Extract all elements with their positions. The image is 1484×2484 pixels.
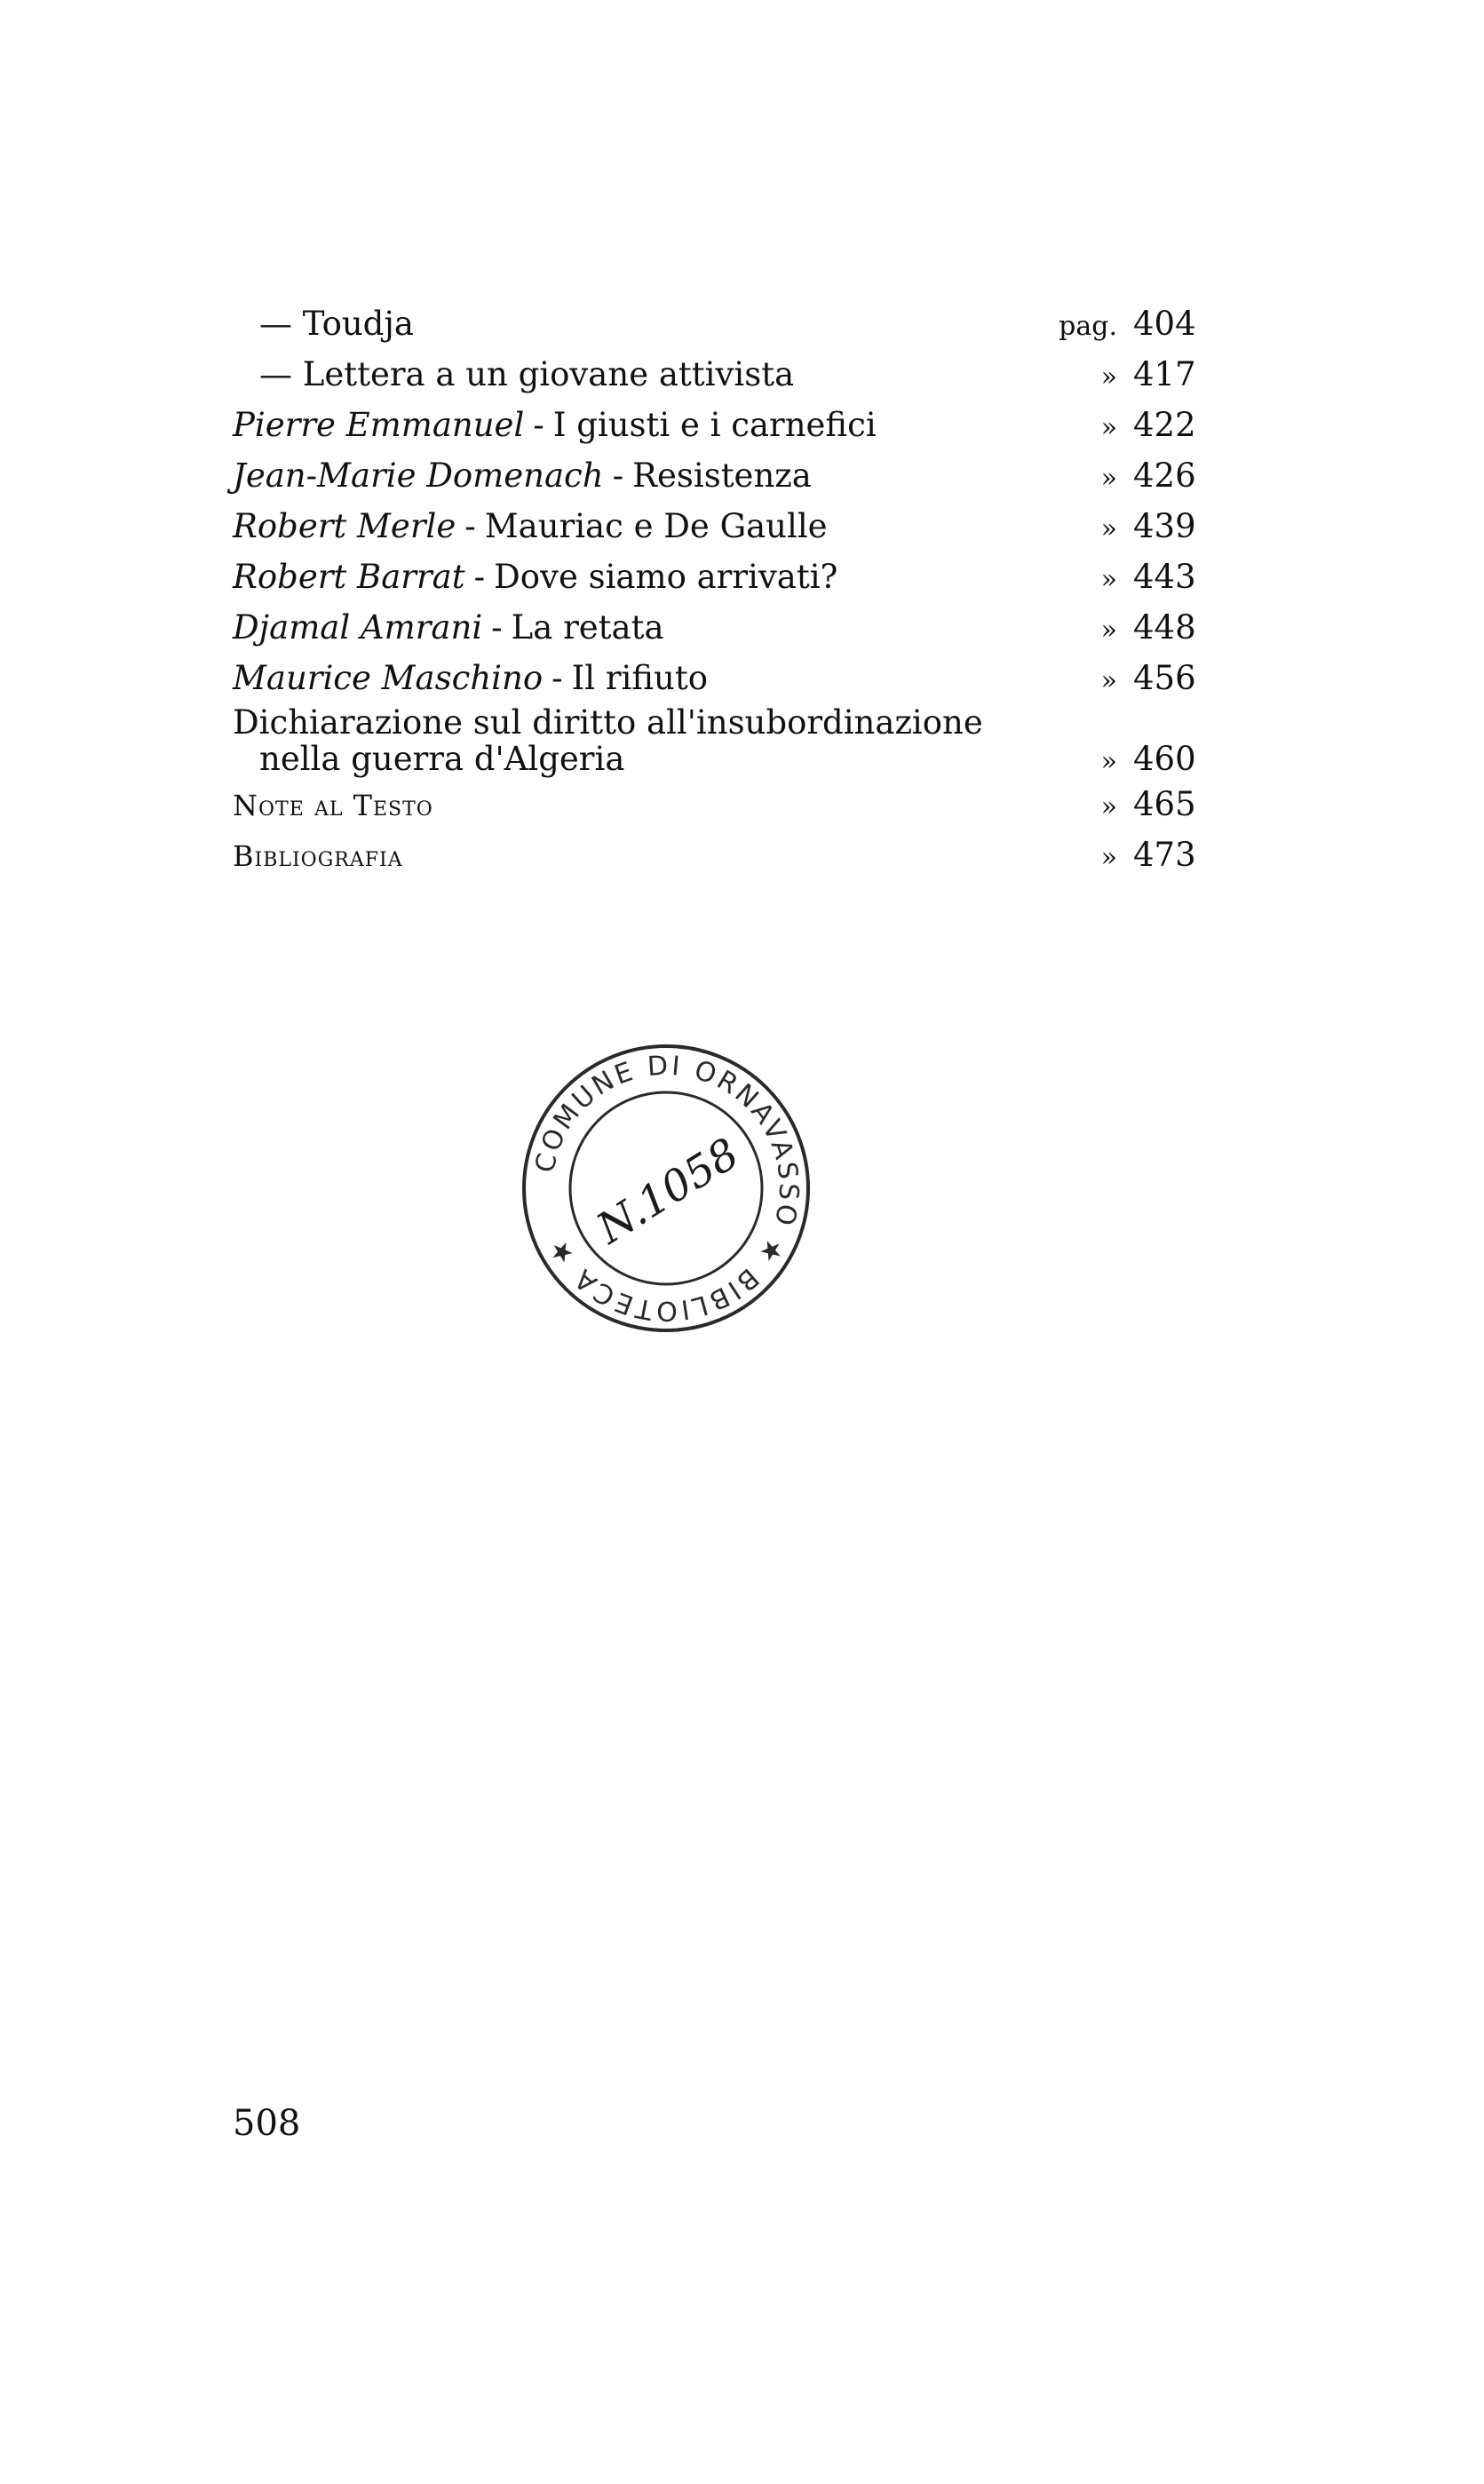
separator: - <box>473 558 486 596</box>
page-marker: » <box>1100 791 1117 822</box>
entry-author: Djamal Amrani <box>233 608 483 647</box>
toc-entry <box>233 655 1196 705</box>
page-ref: 417 <box>1133 355 1196 393</box>
page-ref: 465 <box>1133 785 1196 823</box>
table-of-contents <box>233 300 1196 882</box>
page-ref: 443 <box>1133 558 1196 596</box>
entry-author: Robert Merle <box>233 507 456 545</box>
page-marker: » <box>1100 842 1117 873</box>
page-ref: 456 <box>1133 659 1196 697</box>
page-marker: » <box>1100 746 1117 777</box>
entry-title: I giusti e i carnefici <box>552 406 877 444</box>
page-ref: 473 <box>1133 836 1196 874</box>
separator: - <box>464 507 476 545</box>
entry-prefix: — <box>259 355 303 393</box>
page-marker: » <box>1100 615 1117 646</box>
page-marker: » <box>1100 463 1117 494</box>
separator: - <box>533 406 544 444</box>
entry-title: Il rifiuto <box>571 659 709 697</box>
stamp-number: N.1058 <box>588 1128 748 1254</box>
page-ref: 460 <box>1133 740 1196 778</box>
entry-title: Lettera a un giovane attivista <box>302 355 795 393</box>
notes-label: Note al Testo <box>233 789 433 822</box>
entry-title: Mauriac e De Gaulle <box>484 507 828 545</box>
toc-entry-bibliography <box>233 831 1196 882</box>
entry-title: La retata <box>511 608 664 647</box>
page-marker: » <box>1100 412 1117 443</box>
page-marker: » <box>1100 564 1117 595</box>
stamp-ring-text: COMUNE DI ORNAVASSO ★ BIBLIOTECA ★ <box>529 1050 805 1327</box>
entry-author: Jean-Marie Domenach <box>233 456 604 495</box>
separator: - <box>612 456 624 495</box>
toc-entry <box>233 300 1196 351</box>
separator: - <box>552 659 563 697</box>
entry-author: Pierre Emmanuel <box>233 406 525 444</box>
page-number: 508 <box>233 2103 301 2144</box>
toc-entry-declaration <box>233 703 1196 781</box>
entry-author: Maurice Maschino <box>233 659 544 697</box>
toc-entry <box>233 503 1196 553</box>
bibliography-label: Bibliografia <box>233 839 403 873</box>
page-marker: » <box>1100 361 1117 393</box>
entry-title-line1: Dichiarazione sul diritto all'insubordinazione <box>233 703 983 742</box>
entry-title: Dove siamo arrivati? <box>494 558 838 596</box>
entry-title: Resistenza <box>632 456 812 495</box>
entry-author: Robert Barrat <box>233 558 465 596</box>
entry-title-line2: nella guerra d'Algeria <box>259 740 625 778</box>
toc-entry <box>233 452 1196 503</box>
toc-entry <box>233 553 1196 604</box>
page-ref: 404 <box>1133 305 1196 343</box>
page-marker: pag. <box>1059 311 1117 342</box>
page-marker: » <box>1100 513 1117 544</box>
page-ref: 448 <box>1133 608 1196 647</box>
page-ref: 426 <box>1133 456 1196 495</box>
page-ref: 422 <box>1133 406 1196 444</box>
toc-entry <box>233 401 1196 452</box>
page-ref: 439 <box>1133 507 1196 545</box>
toc-entry <box>233 351 1196 401</box>
toc-entry <box>233 604 1196 655</box>
entry-title: Toudja <box>302 305 414 343</box>
page-marker: » <box>1100 665 1117 696</box>
separator: - <box>491 608 503 647</box>
toc-entry-notes <box>233 781 1196 831</box>
library-stamp <box>515 1037 817 1339</box>
entry-prefix: — <box>259 305 303 343</box>
